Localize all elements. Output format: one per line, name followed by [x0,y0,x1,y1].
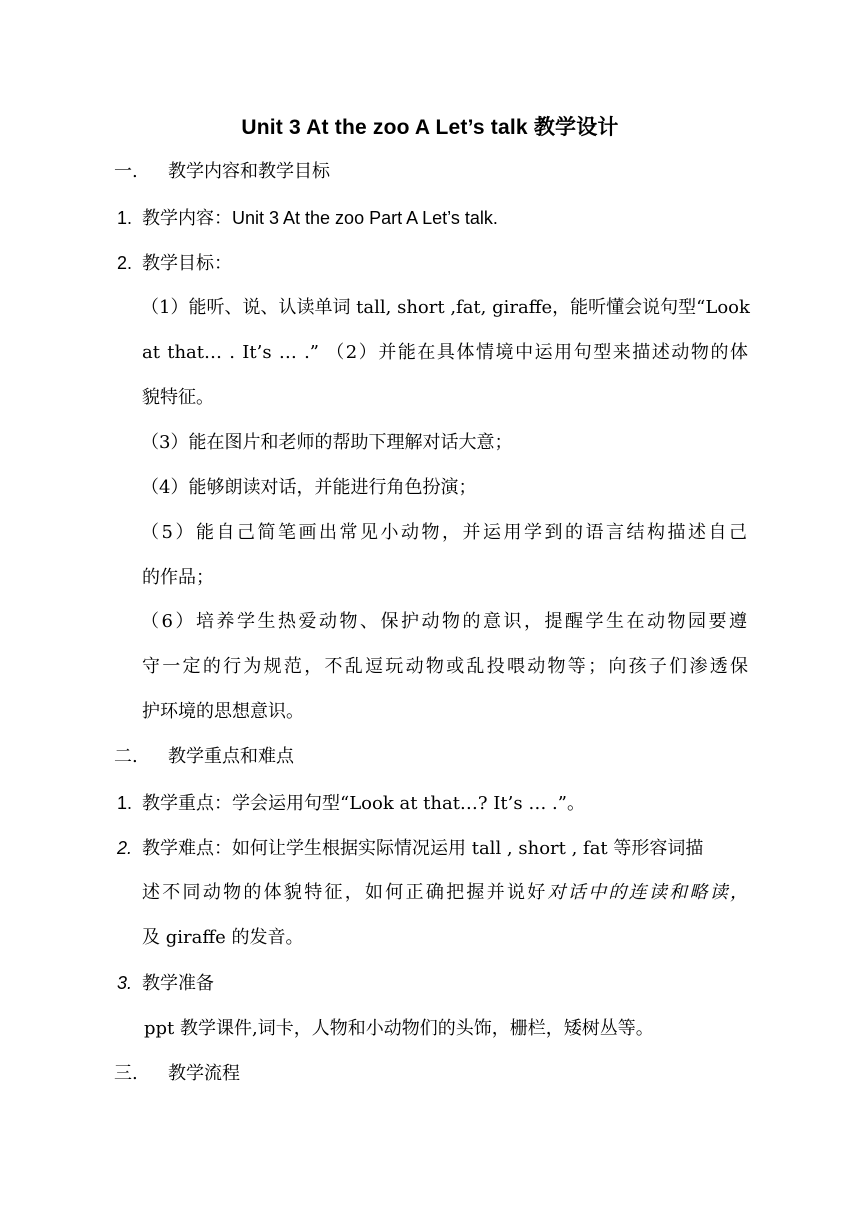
section-heading-1 [114,157,330,187]
section-text: 教学重点和难点 [168,746,294,767]
goal-6-line-2: 守一定的行为规范，不乱逗玩动物或乱投喂动物等；向孩子们渗透保 [142,656,748,677]
section-number: 一. [114,161,138,182]
section-text: 教学流程 [168,1063,240,1084]
item-label: 教学准备 [142,973,214,994]
document-title: Unit 3 At the zoo A Let’s talk 教学设计 [241,116,619,139]
content-item [117,203,498,234]
difficulty-item [117,833,703,864]
item-number: 1. [117,208,133,228]
goal-5-line-2: 的作品； [142,567,214,588]
key-point-item [117,788,585,819]
item-text: Unit 3 At the zoo Part A Let’s talk. [232,208,498,228]
goal-4: （4）能够朗读对话，并能进行角色扮演； [141,477,477,498]
section-heading-3 [114,1059,240,1089]
goal-6-line-1: （6）培养学生热爱动物、保护动物的意识，提醒学生在动物园要遵 [141,611,747,632]
item-text: 教学重点：学会运用句型“Look at that…? It’s … .”。 [142,793,585,814]
goal-5-line-1: （5）能自己简笔画出常见小动物，并运用学到的语言结构描述自己 [141,522,747,543]
difficulty-line-3: 及 giraffe 的发音。 [142,927,304,948]
prep-text: ppt 教学课件,词卡，人物和小动物们的头饰，栅栏，矮树丛等。 [144,1018,654,1039]
goal-6-line-3: 护环境的思想意识。 [142,701,304,722]
item-label: 教学目标： [142,253,232,274]
item-number: 2. [117,253,133,273]
goals-item [117,248,232,279]
section-text: 教学内容和教学目标 [168,161,330,182]
section-number: 三. [114,1063,138,1084]
item-text: 教学难点：如何让学生根据实际情况运用 tall , short , fat 等形容词描 [142,838,704,859]
goal-3: （3）能在图片和老师的帮助下理解对话大意； [141,432,513,453]
goal-1-line-2: at that… . It’s … .” （2）并能在具体情境中运用句型来描述动物的体 [142,342,748,363]
prep-item [117,968,214,999]
difficulty-text: 述不同动物的体貌特征，如何正确把握并说好 [142,882,548,903]
difficulty-line-2 [142,878,748,908]
goal-1-line-1: （1）能听、说、认读单词 tall, short ,fat, giraffe，能听懂会说句型“Look [141,297,750,318]
section-heading-2 [114,742,294,772]
difficulty-emphasis: 对话中的连读和略读， [547,882,748,903]
item-number: 1. [117,793,133,813]
item-number: 2. [117,838,133,858]
goal-1-line-3: 貌特征。 [142,387,214,408]
section-number: 二. [114,746,138,767]
item-number: 3. [117,973,133,993]
item-label: 教学内容： [142,208,232,229]
